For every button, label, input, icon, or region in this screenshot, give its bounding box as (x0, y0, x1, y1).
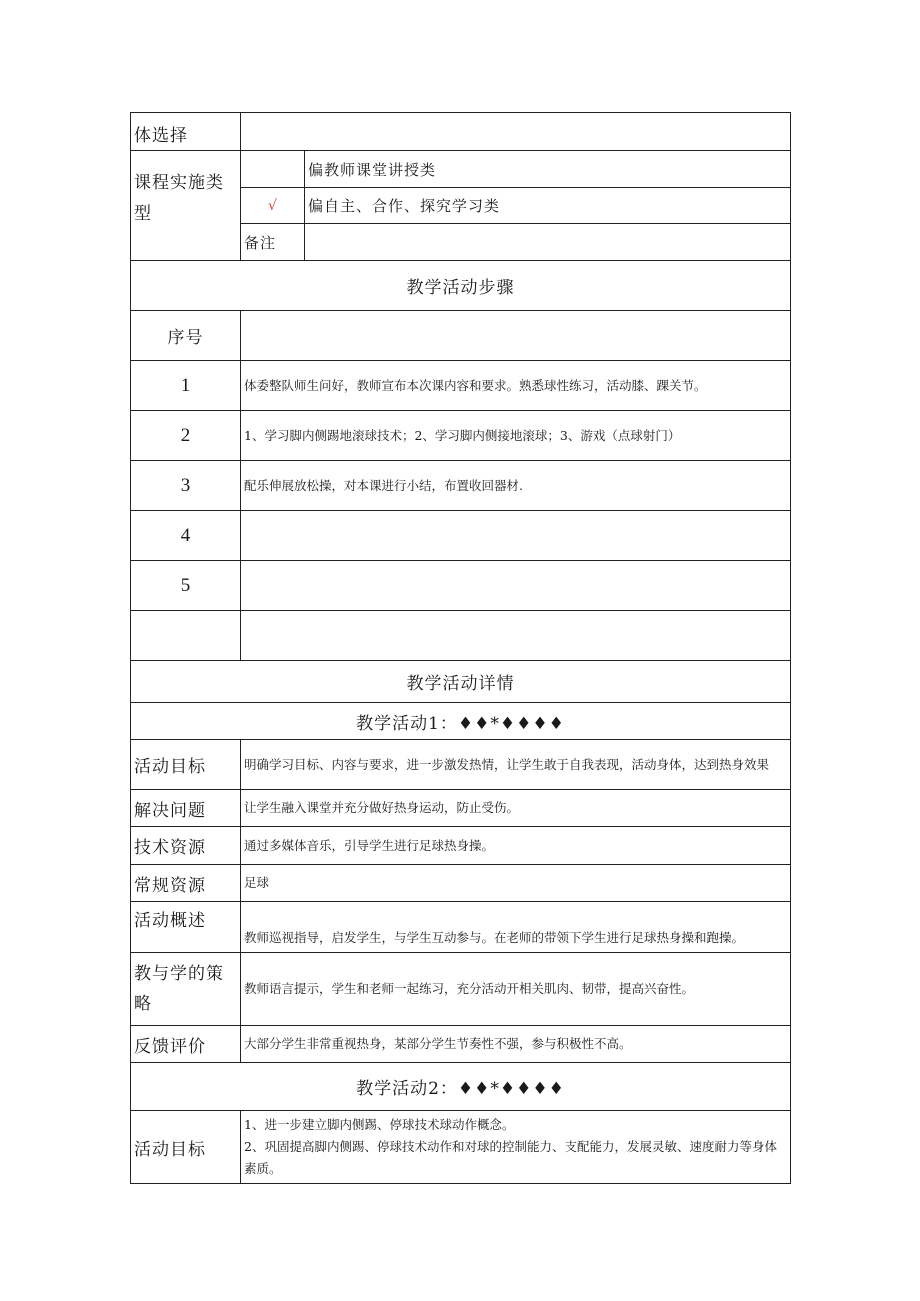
course-type-option-inquiry: 偏自主、合作、探究学习类 (305, 188, 791, 224)
regular-text: 足球 (241, 865, 791, 902)
step-row-empty (131, 611, 791, 661)
step-text-empty[interactable] (241, 611, 791, 661)
goal-label: 活动目标 (131, 1111, 241, 1184)
activity1-title-row (131, 703, 791, 740)
tech-text: 通过多媒体音乐，引导学生进行足球热身操。 (241, 827, 791, 865)
goal-label: 活动目标 (131, 740, 241, 790)
step-text: 1、学习脚内侧踢地滚球技术；2、学习脚内侧接地滚球；3、游戏（点球射门） (241, 411, 791, 461)
regular-label: 常规资源 (131, 865, 241, 902)
seq-header: 序号 (131, 311, 241, 361)
feedback-label: 反馈评价 (131, 1026, 241, 1063)
activity2-title: 教学活动2：♦♦*♦♦♦♦ (131, 1063, 791, 1111)
activity1-overview-row (131, 902, 791, 953)
course-type-check-0[interactable] (241, 151, 305, 188)
remark-value[interactable] (305, 224, 791, 261)
step-text[interactable] (241, 511, 791, 561)
course-type-option-teacher: 偏教师课堂讲授类 (305, 151, 791, 188)
step-number: 4 (131, 511, 241, 561)
step-row (131, 361, 791, 411)
activity1-goal-row (131, 740, 791, 790)
activity2-title-row (131, 1063, 791, 1111)
goal-line: 2、巩固提高脚内侧踢、停球技术动作和对球的控制能力、支配能力，发展灵敏、速度耐力等身体素质。 (244, 1139, 777, 1176)
step-number: 1 (131, 361, 241, 411)
activity1-tech-row (131, 827, 791, 865)
activity1-regular-row (131, 865, 791, 902)
goal-text: 明确学习目标、内容与要求，进一步激发热情，让学生敢于自我表现，活动身体，达到热身效果 (241, 740, 791, 790)
lesson-plan-form (130, 112, 790, 1184)
activity1-problem-row (131, 790, 791, 827)
details-title-row (131, 661, 791, 703)
strategy-label: 教与学的策略 (131, 953, 241, 1026)
course-type-label: 课程实施类型 (131, 151, 241, 261)
steps-header-row (131, 311, 791, 361)
remark-label: 备注 (241, 224, 305, 261)
media-choice-label: 体选择 (131, 113, 241, 151)
step-number: 2 (131, 411, 241, 461)
step-number-empty (131, 611, 241, 661)
step-row (131, 461, 791, 511)
activity1-feedback-row (131, 1026, 791, 1063)
strategy-text: 教师语言提示，学生和老师一起练习，充分活动开相关肌肉、韧带，提高兴奋性。 (241, 953, 791, 1026)
step-number: 3 (131, 461, 241, 511)
problem-label: 解决问题 (131, 790, 241, 827)
steps-title: 教学活动步骤 (131, 261, 791, 311)
lesson-plan-table (130, 112, 791, 1184)
media-choice-value[interactable] (241, 113, 791, 151)
media-choice-row (131, 113, 791, 151)
course-type-check-1[interactable]: √ (241, 188, 305, 224)
goal-text (241, 1111, 791, 1184)
step-row (131, 511, 791, 561)
course-type-row (131, 151, 791, 188)
goal-line: 1、进一步建立脚内侧踢、停球技术球动作概念。 (244, 1117, 515, 1132)
step-row (131, 411, 791, 461)
step-text: 体委整队师生问好，教师宣布本次课内容和要求。熟悉球性练习，活动膝、踝关节。 (241, 361, 791, 411)
overview-label: 活动概述 (131, 902, 241, 953)
activity1-title: 教学活动1：♦♦*♦♦♦♦ (131, 703, 791, 740)
seq-header-content (241, 311, 791, 361)
step-text: 配乐伸展放松操，对本课进行小结，布置收回器材. (241, 461, 791, 511)
problem-text: 让学生融入课堂并充分做好热身运动，防止受伤。 (241, 790, 791, 827)
overview-text: 教师巡视指导，启发学生，与学生互动参与。在老师的带领下学生进行足球热身操和跑操。 (241, 902, 791, 953)
details-title: 教学活动详情 (131, 661, 791, 703)
steps-title-row (131, 261, 791, 311)
step-row (131, 561, 791, 611)
step-number: 5 (131, 561, 241, 611)
activity1-strategy-row (131, 953, 791, 1026)
tech-label: 技术资源 (131, 827, 241, 865)
feedback-text: 大部分学生非常重视热身，某部分学生节奏性不强，参与积极性不高。 (241, 1026, 791, 1063)
step-text[interactable] (241, 561, 791, 611)
activity2-goal-row (131, 1111, 791, 1184)
